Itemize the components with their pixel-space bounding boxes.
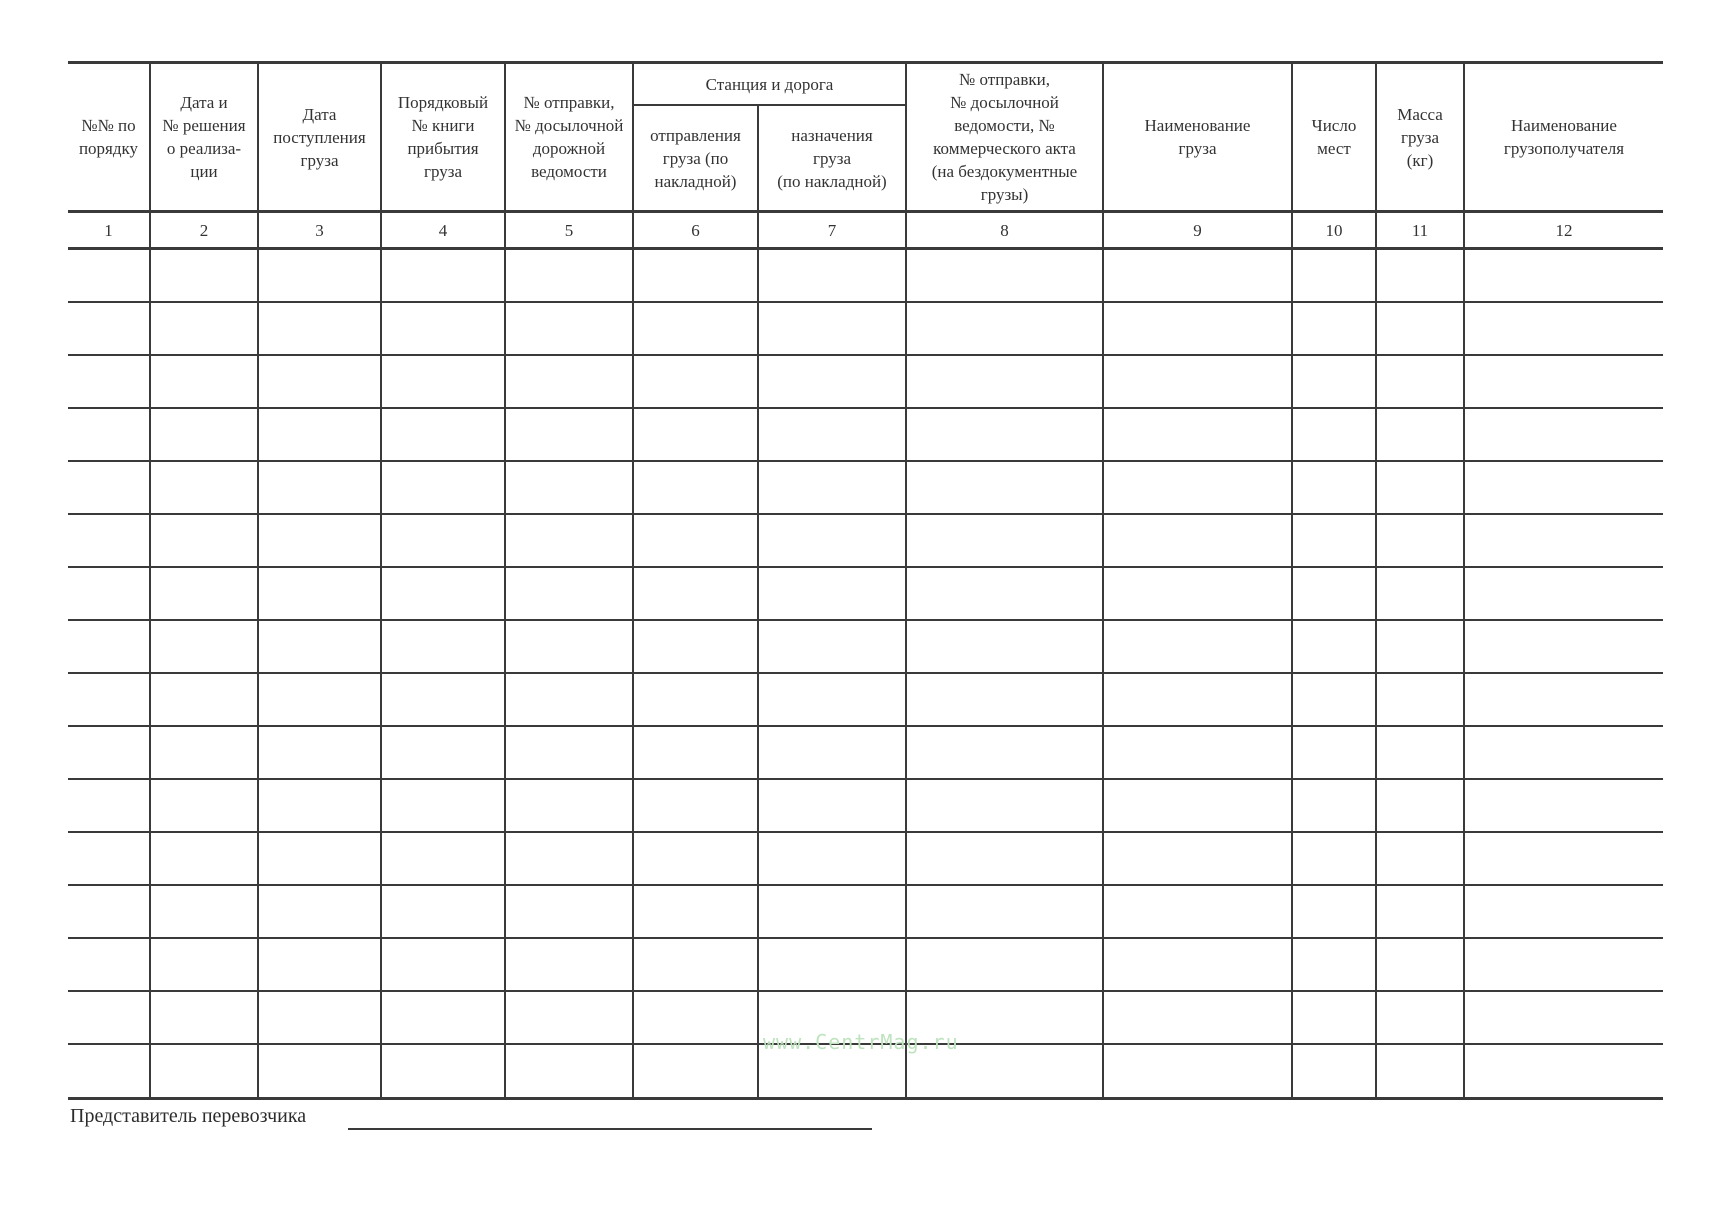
table-cell[interactable]: [150, 938, 258, 991]
table-cell[interactable]: [68, 1044, 150, 1099]
table-cell[interactable]: [68, 673, 150, 726]
table-row: [68, 514, 1663, 567]
table-cell[interactable]: [258, 567, 381, 620]
table-row: [68, 885, 1663, 938]
table-cell[interactable]: [258, 461, 381, 514]
table-cell[interactable]: [258, 673, 381, 726]
table-cell[interactable]: [150, 620, 258, 673]
table-cell[interactable]: [906, 408, 1103, 461]
table-cell[interactable]: [68, 620, 150, 673]
table-cell[interactable]: [633, 938, 758, 991]
table-cell[interactable]: [68, 832, 150, 885]
table-cell[interactable]: [150, 302, 258, 355]
table-cell[interactable]: [258, 355, 381, 408]
table-cell[interactable]: [1376, 673, 1464, 726]
table-cell[interactable]: [1292, 938, 1376, 991]
table-cell[interactable]: [1103, 302, 1292, 355]
table-cell[interactable]: [1103, 832, 1292, 885]
table-cell[interactable]: [258, 726, 381, 779]
table-cell[interactable]: [906, 302, 1103, 355]
table-cell[interactable]: [1103, 991, 1292, 1044]
table-row: [68, 249, 1663, 303]
table-cell[interactable]: [1464, 1044, 1663, 1099]
table-row: [68, 726, 1663, 779]
table-cell[interactable]: [381, 567, 505, 620]
table-cell[interactable]: [258, 779, 381, 832]
table-cell[interactable]: [758, 408, 906, 461]
table-cell[interactable]: [1292, 408, 1376, 461]
table-cell[interactable]: [381, 408, 505, 461]
table-cell[interactable]: [1292, 620, 1376, 673]
table-cell[interactable]: [758, 832, 906, 885]
table-row: [68, 938, 1663, 991]
column-number: 9: [1103, 212, 1292, 249]
column-number: 8: [906, 212, 1103, 249]
table-body: [68, 249, 1663, 1099]
table-cell[interactable]: [1376, 355, 1464, 408]
table-cell[interactable]: [68, 779, 150, 832]
table-cell[interactable]: [906, 779, 1103, 832]
column-number: 12: [1464, 212, 1663, 249]
header-col-11: Масса груза (кг): [1376, 63, 1464, 212]
table-cell[interactable]: [381, 832, 505, 885]
table-cell[interactable]: [258, 938, 381, 991]
table-cell[interactable]: [505, 726, 633, 779]
table-cell[interactable]: [633, 567, 758, 620]
table-cell[interactable]: [633, 620, 758, 673]
table-cell[interactable]: [1376, 726, 1464, 779]
table-cell[interactable]: [1376, 408, 1464, 461]
column-number: 5: [505, 212, 633, 249]
table-cell[interactable]: [1464, 461, 1663, 514]
signature-line: [348, 1128, 872, 1130]
table-cell[interactable]: [68, 249, 150, 303]
table-row: [68, 355, 1663, 408]
table-cell[interactable]: [68, 408, 150, 461]
header-col-10: Число мест: [1292, 63, 1376, 212]
table-cell[interactable]: [68, 567, 150, 620]
cargo-register-table: [68, 61, 1663, 1100]
table-cell[interactable]: [633, 461, 758, 514]
table-cell[interactable]: [150, 832, 258, 885]
header-col-4: Порядковый № книги прибытия груза: [381, 63, 505, 212]
table-cell[interactable]: [1376, 779, 1464, 832]
table-cell[interactable]: [150, 1044, 258, 1099]
table-cell[interactable]: [758, 355, 906, 408]
column-number: 11: [1376, 212, 1464, 249]
table-cell[interactable]: [633, 673, 758, 726]
table-cell[interactable]: [1464, 514, 1663, 567]
table-cell[interactable]: [758, 673, 906, 726]
table-cell[interactable]: [1292, 779, 1376, 832]
table-cell[interactable]: [633, 726, 758, 779]
table-cell[interactable]: [68, 991, 150, 1044]
table-cell[interactable]: [505, 938, 633, 991]
table-cell[interactable]: [1103, 355, 1292, 408]
table-cell[interactable]: [381, 779, 505, 832]
table-cell[interactable]: [1103, 673, 1292, 726]
table-cell[interactable]: [381, 726, 505, 779]
table-cell[interactable]: [1103, 249, 1292, 303]
table-cell[interactable]: [906, 832, 1103, 885]
table-cell[interactable]: [1464, 991, 1663, 1044]
table-cell[interactable]: [758, 885, 906, 938]
table-row: [68, 408, 1663, 461]
table-cell[interactable]: [1103, 779, 1292, 832]
table-cell[interactable]: [381, 991, 505, 1044]
watermark: www.CentrMag.ru: [763, 1030, 959, 1054]
table-cell[interactable]: [150, 885, 258, 938]
header-col-7: назначения груза (по накладной): [758, 105, 906, 212]
table-cell[interactable]: [505, 991, 633, 1044]
table-cell[interactable]: [381, 249, 505, 303]
table-cell[interactable]: [758, 567, 906, 620]
table-cell[interactable]: [505, 302, 633, 355]
table-cell[interactable]: [1103, 514, 1292, 567]
table-cell[interactable]: [258, 408, 381, 461]
table-cell[interactable]: [68, 885, 150, 938]
table-cell[interactable]: [1292, 1044, 1376, 1099]
table-cell[interactable]: [633, 1044, 758, 1099]
table-cell[interactable]: [1464, 249, 1663, 303]
table-cell[interactable]: [1292, 832, 1376, 885]
table-cell[interactable]: [633, 302, 758, 355]
table-cell[interactable]: [258, 514, 381, 567]
table-row: [68, 461, 1663, 514]
column-number-row: [68, 212, 1663, 249]
table-cell[interactable]: [1464, 726, 1663, 779]
table-row: [68, 620, 1663, 673]
table-cell[interactable]: [1376, 1044, 1464, 1099]
table-cell[interactable]: [381, 514, 505, 567]
table-cell[interactable]: [150, 726, 258, 779]
table-cell[interactable]: [758, 461, 906, 514]
table-cell[interactable]: [758, 514, 906, 567]
table-cell[interactable]: [906, 620, 1103, 673]
column-number: 4: [381, 212, 505, 249]
table-cell[interactable]: [1292, 249, 1376, 303]
table-cell[interactable]: [906, 885, 1103, 938]
carrier-representative-label: Представитель перевозчика: [70, 1105, 307, 1127]
table-cell[interactable]: [258, 620, 381, 673]
table-cell[interactable]: [505, 832, 633, 885]
table-row: [68, 302, 1663, 355]
table-cell[interactable]: [381, 938, 505, 991]
table-cell[interactable]: [150, 779, 258, 832]
table-row: [68, 567, 1663, 620]
table-cell[interactable]: [1376, 461, 1464, 514]
table-cell[interactable]: [906, 726, 1103, 779]
table-cell[interactable]: [1464, 620, 1663, 673]
table-cell[interactable]: [633, 779, 758, 832]
table-cell[interactable]: [258, 249, 381, 303]
table-cell[interactable]: [150, 514, 258, 567]
table-cell[interactable]: [150, 567, 258, 620]
table-cell[interactable]: [381, 673, 505, 726]
table-cell[interactable]: [68, 938, 150, 991]
column-number: 2: [150, 212, 258, 249]
table-cell[interactable]: [1103, 1044, 1292, 1099]
table-cell[interactable]: [505, 1044, 633, 1099]
column-number: 1: [68, 212, 150, 249]
table-cell[interactable]: [633, 832, 758, 885]
table-cell[interactable]: [381, 461, 505, 514]
table-cell[interactable]: [1464, 885, 1663, 938]
table-cell[interactable]: [758, 938, 906, 991]
table-row: [68, 673, 1663, 726]
table-cell[interactable]: [906, 461, 1103, 514]
table-cell[interactable]: [505, 355, 633, 408]
table-cell[interactable]: [1103, 620, 1292, 673]
table-cell[interactable]: [381, 302, 505, 355]
table-cell[interactable]: [505, 408, 633, 461]
table-cell[interactable]: [1292, 991, 1376, 1044]
table-cell[interactable]: [381, 885, 505, 938]
table-cell[interactable]: [150, 991, 258, 1044]
table-cell[interactable]: [1376, 249, 1464, 303]
table-cell[interactable]: [633, 885, 758, 938]
header-col-9: Наименование груза: [1103, 63, 1292, 212]
table-cell[interactable]: [1464, 673, 1663, 726]
table-cell[interactable]: [1292, 514, 1376, 567]
table-cell[interactable]: [1376, 567, 1464, 620]
table-cell[interactable]: [758, 302, 906, 355]
table-cell[interactable]: [258, 885, 381, 938]
table-cell[interactable]: [150, 461, 258, 514]
table-cell[interactable]: [633, 355, 758, 408]
table-cell[interactable]: [633, 991, 758, 1044]
table-cell[interactable]: [906, 567, 1103, 620]
table-cell[interactable]: [1464, 938, 1663, 991]
table-cell[interactable]: [1292, 461, 1376, 514]
header-col-5: № отправки, № досылочной дорожной ведомости: [505, 63, 633, 212]
header-col-8: № отправки, № досылочной ведомости, № коммерческого акта (на бездокументные грузы): [906, 63, 1103, 212]
table-cell[interactable]: [1376, 885, 1464, 938]
table-cell[interactable]: [906, 249, 1103, 303]
table-cell[interactable]: [505, 779, 633, 832]
table-cell[interactable]: [381, 355, 505, 408]
table-cell[interactable]: [1292, 885, 1376, 938]
table-cell[interactable]: [1376, 302, 1464, 355]
table-cell[interactable]: [68, 461, 150, 514]
header-col-1: №№ по порядку: [68, 63, 150, 212]
table-cell[interactable]: [68, 355, 150, 408]
table-cell[interactable]: [1464, 832, 1663, 885]
table-cell[interactable]: [150, 408, 258, 461]
table-cell[interactable]: [1376, 514, 1464, 567]
table-cell[interactable]: [150, 673, 258, 726]
table-cell[interactable]: [505, 620, 633, 673]
table-cell[interactable]: [906, 355, 1103, 408]
header-col-6: отправления груза (по накладной): [633, 105, 758, 212]
table-cell[interactable]: [1292, 355, 1376, 408]
header-col-12: Наименование грузополучателя: [1464, 63, 1663, 212]
column-number: 3: [258, 212, 381, 249]
table-cell[interactable]: [1292, 567, 1376, 620]
column-number: 10: [1292, 212, 1376, 249]
header-group-station: Станция и дорога: [633, 63, 906, 106]
table-cell[interactable]: [150, 249, 258, 303]
table-cell[interactable]: [505, 461, 633, 514]
table-cell[interactable]: [1103, 567, 1292, 620]
table-cell[interactable]: [381, 620, 505, 673]
table-cell[interactable]: [1103, 938, 1292, 991]
table-cell[interactable]: [1103, 461, 1292, 514]
table-cell[interactable]: [758, 620, 906, 673]
table-cell[interactable]: [1292, 673, 1376, 726]
table-cell[interactable]: [1292, 302, 1376, 355]
table-cell[interactable]: [68, 302, 150, 355]
table-cell[interactable]: [1464, 355, 1663, 408]
table-cell[interactable]: [505, 567, 633, 620]
table-cell[interactable]: [258, 991, 381, 1044]
table-cell[interactable]: [758, 726, 906, 779]
column-number: 6: [633, 212, 758, 249]
table-row: [68, 832, 1663, 885]
table-cell[interactable]: [1376, 620, 1464, 673]
table-cell[interactable]: [1103, 726, 1292, 779]
header-col-3: Дата поступления груза: [258, 63, 381, 212]
table-cell[interactable]: [68, 514, 150, 567]
header-col-2: Дата и № решения о реализа- ции: [150, 63, 258, 212]
table-cell[interactable]: [150, 355, 258, 408]
table-cell[interactable]: [633, 249, 758, 303]
table-cell[interactable]: [1376, 938, 1464, 991]
table-cell[interactable]: [1376, 832, 1464, 885]
table-cell[interactable]: [505, 673, 633, 726]
table-cell[interactable]: [1464, 779, 1663, 832]
table-cell[interactable]: [1464, 567, 1663, 620]
table-cell[interactable]: [633, 408, 758, 461]
table-cell[interactable]: [1464, 302, 1663, 355]
header-row: [68, 63, 1663, 106]
table-cell[interactable]: [505, 514, 633, 567]
table-cell[interactable]: [258, 1044, 381, 1099]
table-cell[interactable]: [1376, 991, 1464, 1044]
table-cell[interactable]: [1292, 726, 1376, 779]
table-cell[interactable]: [758, 779, 906, 832]
table-cell[interactable]: [505, 249, 633, 303]
column-number: 7: [758, 212, 906, 249]
table-row: [68, 779, 1663, 832]
table-cell[interactable]: [906, 514, 1103, 567]
table-cell[interactable]: [906, 938, 1103, 991]
table-cell[interactable]: [758, 249, 906, 303]
table-cell[interactable]: [906, 673, 1103, 726]
table-cell[interactable]: [258, 832, 381, 885]
table-cell[interactable]: [258, 302, 381, 355]
table-cell[interactable]: [1103, 408, 1292, 461]
table-cell[interactable]: [1103, 885, 1292, 938]
table-cell[interactable]: [68, 726, 150, 779]
table-cell[interactable]: [1464, 408, 1663, 461]
table-cell[interactable]: [633, 514, 758, 567]
table-cell[interactable]: [381, 1044, 505, 1099]
table-cell[interactable]: [505, 885, 633, 938]
